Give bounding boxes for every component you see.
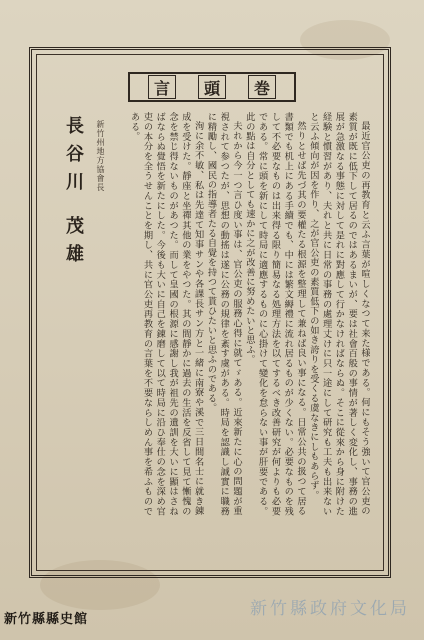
- paragraph: 最近官公吏の再教育と云ふ言葉が喧しくなつて来た様である。何にもそう強いて官公吏の素質が既に低下して居るのではあるまいが、要は社會百般の事情が著しく変化し、事務の進展が急激なる事態に対して是れに對應して行かなければならぬ。そこに從來から身に附けた経験と慣習があり、夫れと共に日常の事務の處理丈けに只一途にして研究も工夫も出来ないと云ふ傾向が因を作り、之が官公吏の素質低下の如き誇りを受くる虞なきにしもあらず。: [307, 112, 370, 516]
- article-body: [112, 112, 370, 516]
- paragraph: 洵に余不敏、私は先達て知事サンや各課長サン方と一緒に南寮や溪で三日間名士に就き錬成を受けた。靜座と坐禪其他の業をやつた。其の間靜かに過去の生活を反省して見て慚愧の念を禁じ得ないものがあつた。而して皇國の根源に感謝し我が祖先の遺訓を大いに顯はさねばならぬ覺悟を新たにした。今後も大いに自己を錬磨して以て時局に沿ひ奉仕の念を深め官吏の本分を全うせんことを期し、共に官公吏再教育の言葉を不要ならしめん事を希ふものである。: [128, 112, 204, 516]
- author-name: 長谷川 茂雄: [63, 116, 84, 273]
- title-char: 頭: [198, 75, 226, 99]
- paragraph: 然りとせば先づ其の要權たる根源を整理して兼ねば良い事になる。日常公共の扱つて居る書類でも机上にある手續でも、中には繁文縟禮に流れ居るものが少くない。必要なものを残して不必要なものは出来得る限り簡易なる処理方法を以てするべき改善研究が何よりも必要である。常に頭を新にして時局に適應するものに心掛けて變化を怠らない事が肝要である。此の點は自分としても速かに之が改善に努めたいと思ふ。: [243, 112, 307, 516]
- paragraph: 夫れから今一つ言ひ度い事は、官公吏の服務心得に就てゞある。近來新たに心の問題が重視されて参つたが、思想の動搖は遂に公務の規律を紊す虞がある。時局を認識し誠實に職務に精勵し、國民の指導者たる自覺を持つて貰ひたいと思ふのである。: [205, 112, 243, 516]
- title-char: 言: [148, 75, 176, 99]
- title-box: [128, 72, 296, 102]
- archive-stamp: 新竹縣縣史館: [4, 612, 89, 627]
- title-char: 巻: [248, 75, 276, 99]
- author-position: 新竹州地方協會長: [96, 120, 105, 192]
- watermark-stamp: 新竹縣政府文化局: [250, 599, 410, 619]
